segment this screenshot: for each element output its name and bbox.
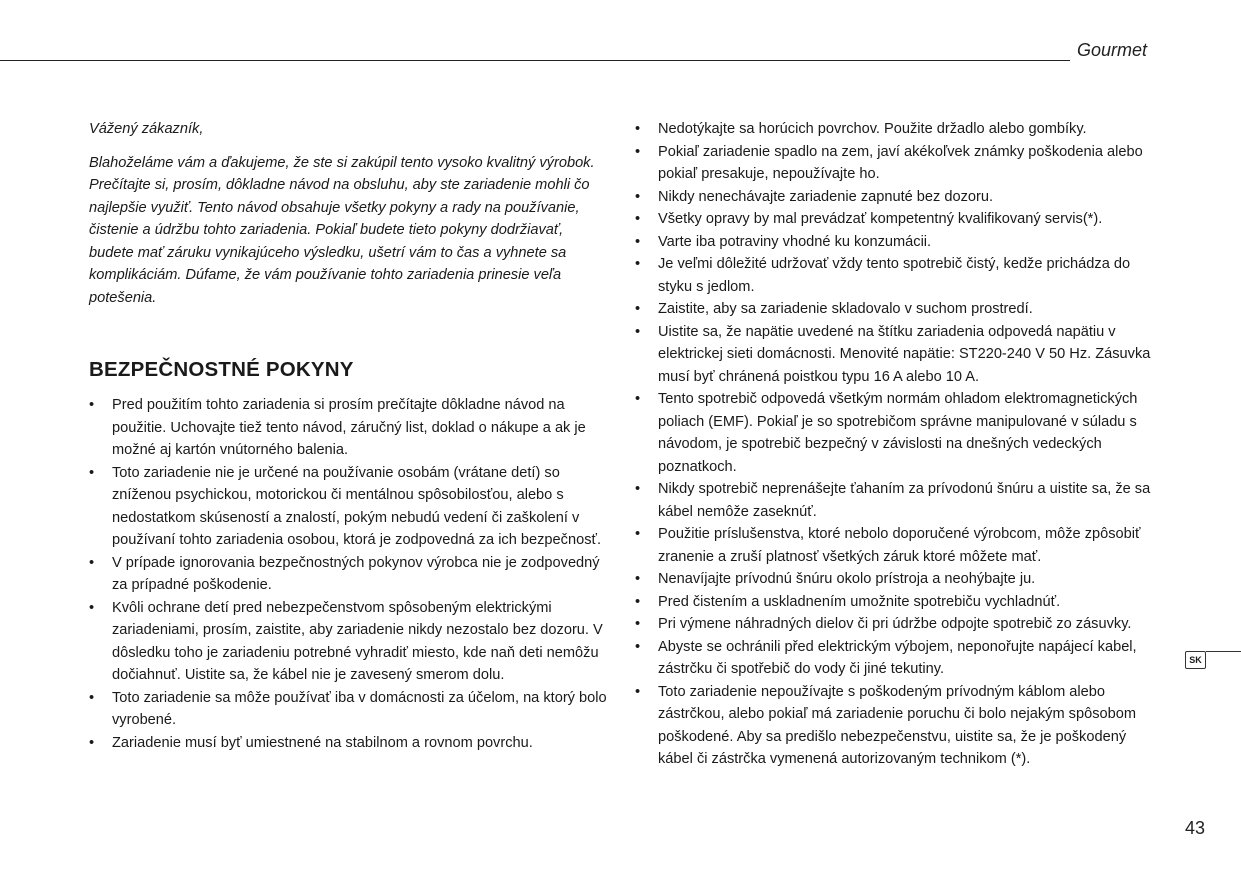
header-rule <box>0 60 1070 61</box>
language-badge: SK <box>1185 651 1206 669</box>
list-item: • Toto zariadenie nie je určené na používanie osobám (vrátane detí) so zníženou psychickou, motorickou či mentálnou spôsobilosťou, alebo s nedostatkom skúseností a znalostí, pokým nebudú vedení či zaškolení v používaní tohto zariadenia osobou, ktorá je zodpovedná za ich bezpečnosť. <box>89 462 609 552</box>
list-item: • Pred použitím tohto zariadenia si prosím prečítajte dôkladne návod na použitie. Uchovajte tiež tento návod, záručný list, doklad o nákupe a ak je možné aj kartón vnútorného balenia. <box>89 394 609 462</box>
brand-name: Gourmet <box>1077 40 1148 60</box>
greeting: Vážený zákazník, <box>89 121 204 137</box>
list-item: • Uistite sa, že napätie uvedené na štítku zariadenia odpovedá napätiu v elektrickej sieti domácnosti. Menovité napätie: ST220-240 V 50 Hz. Zásuvka musí byť chránená poistkou typu 16 A alebo 10 A. <box>635 321 1160 389</box>
left-column <box>89 118 609 754</box>
list-item: • Varte iba potraviny vhodné ku konzumácii. <box>635 231 1160 254</box>
list-item: • Abyste se ochránili před elektrickým výbojem, neponořujte napájecí kabel, zástrčku či spotřebič do vody či jiné tekutiny. <box>635 636 1160 681</box>
section-heading: BEZPEČNOSTNÉ POKYNY <box>89 358 354 381</box>
list-item: • Nikdy spotrebič neprenášejte ťahaním za prívodonú šnúru a uistite sa, že sa kábel nemôže zaseknúť. <box>635 478 1160 523</box>
list-item: • Nikdy nenechávajte zariadenie zapnuté bez dozoru. <box>635 186 1160 209</box>
list-item: • Použitie príslušenstva, ktoré nebolo doporučené výrobcom, môže zpôsobiť zranenie a zruší platnosť všetkých záruk ktoré môžete mať. <box>635 523 1160 568</box>
safety-list-left <box>89 394 609 754</box>
list-item: • Nedotýkajte sa horúcich povrchov. Použite držadlo alebo gombíky. <box>635 118 1160 141</box>
safety-list-right <box>635 118 1160 771</box>
list-item: • Pokiaľ zariadenie spadlo na zem, javí akékoľvek známky poškodenia alebo pokiaľ presakuje, nepoužívajte ho. <box>635 141 1160 186</box>
list-item: • Toto zariadenie nepoužívajte s poškodeným prívodným káblom alebo zástrčkou, alebo pokiaľ má zariadenie poruchu či bolo nejakým spôsobom poškodené. Aby sa predišlo nebezpečenstvu, uistite sa, že je poškodený kábel či zástrčka vymenená autorizovaným technikom (*). <box>635 681 1160 771</box>
page-number: 43 <box>1185 818 1206 838</box>
list-item: • Zariadenie musí byť umiestnené na stabilnom a rovnom povrchu. <box>89 732 609 755</box>
list-item: • Zaistite, aby sa zariadenie skladovalo v suchom prostredí. <box>635 298 1160 321</box>
list-item: • Kvôli ochrane detí pred nebezpečenstvom spôsobeným elektrickými zariadeniami, prosím, zaistite, aby zariadenie nikdy nezostalo bez dozoru. V dôsledku toho je zariadeniu potrebné vyhradiť miesto, kde naň deti nemôžu dočiahnuť. Uistite sa, že kábel nie je zavesený smerom dolu. <box>89 597 609 687</box>
list-item: • Je veľmi dôležité udržovať vždy tento spotrebič čistý, kedže prichádza do styku s jedlom. <box>635 253 1160 298</box>
intro-paragraph: Blahoželáme vám a ďakujeme, že ste si zakúpil tento vysoko kvalitný výrobok. Prečítajte si, prosím, dôkladne návod na obsluhu, aby ste zariadenie mohli čo najlepšie využiť. Tento návod obsahuje všetky pokyny a rady na používanie, čistenie a údržbu tohto zariadenia. Pokiaľ budete tieto pokyny dodržiavať, budete mať záruku vynikajúceho výsledku, ušetrí vám to čas a vyhnete sa komplikáciám. Dúfame, že vám používanie tohto zariadenia prinesie veľa potešenia. <box>89 154 595 306</box>
list-item: • Pri výmene náhradných dielov či pri údržbe odpojte spotrebič zo zásuvky. <box>635 613 1160 636</box>
list-item: • Nenavíjajte prívodnú šnúru okolo prístroja a neohýbajte ju. <box>635 568 1160 591</box>
language-badge-rule <box>1206 651 1241 652</box>
list-item: • Všetky opravy by mal prevádzať kompetentný kvalifikovaný servis(*). <box>635 208 1160 231</box>
list-item: • Tento spotrebič odpovedá všetkým normám ohladom elektromagnetických poliach (EMF). Pokiaľ je so spotrebičom správne manipulované v súladu s návodom, je spotrebič bezpečný v závislosti na dnešných vedeckých poznatkoch. <box>635 388 1160 478</box>
list-item: • Pred čistením a uskladnením umožnite spotrebiču vychladnúť. <box>635 591 1160 614</box>
list-item: • V prípade ignorovania bezpečnostných pokynov výrobca nie je zodpovedný za prípadné poškodenie. <box>89 552 609 597</box>
right-column <box>635 118 1160 771</box>
list-item: • Toto zariadenie sa môže používať iba v domácnosti za účelom, na ktorý bolo vyrobené. <box>89 687 609 732</box>
